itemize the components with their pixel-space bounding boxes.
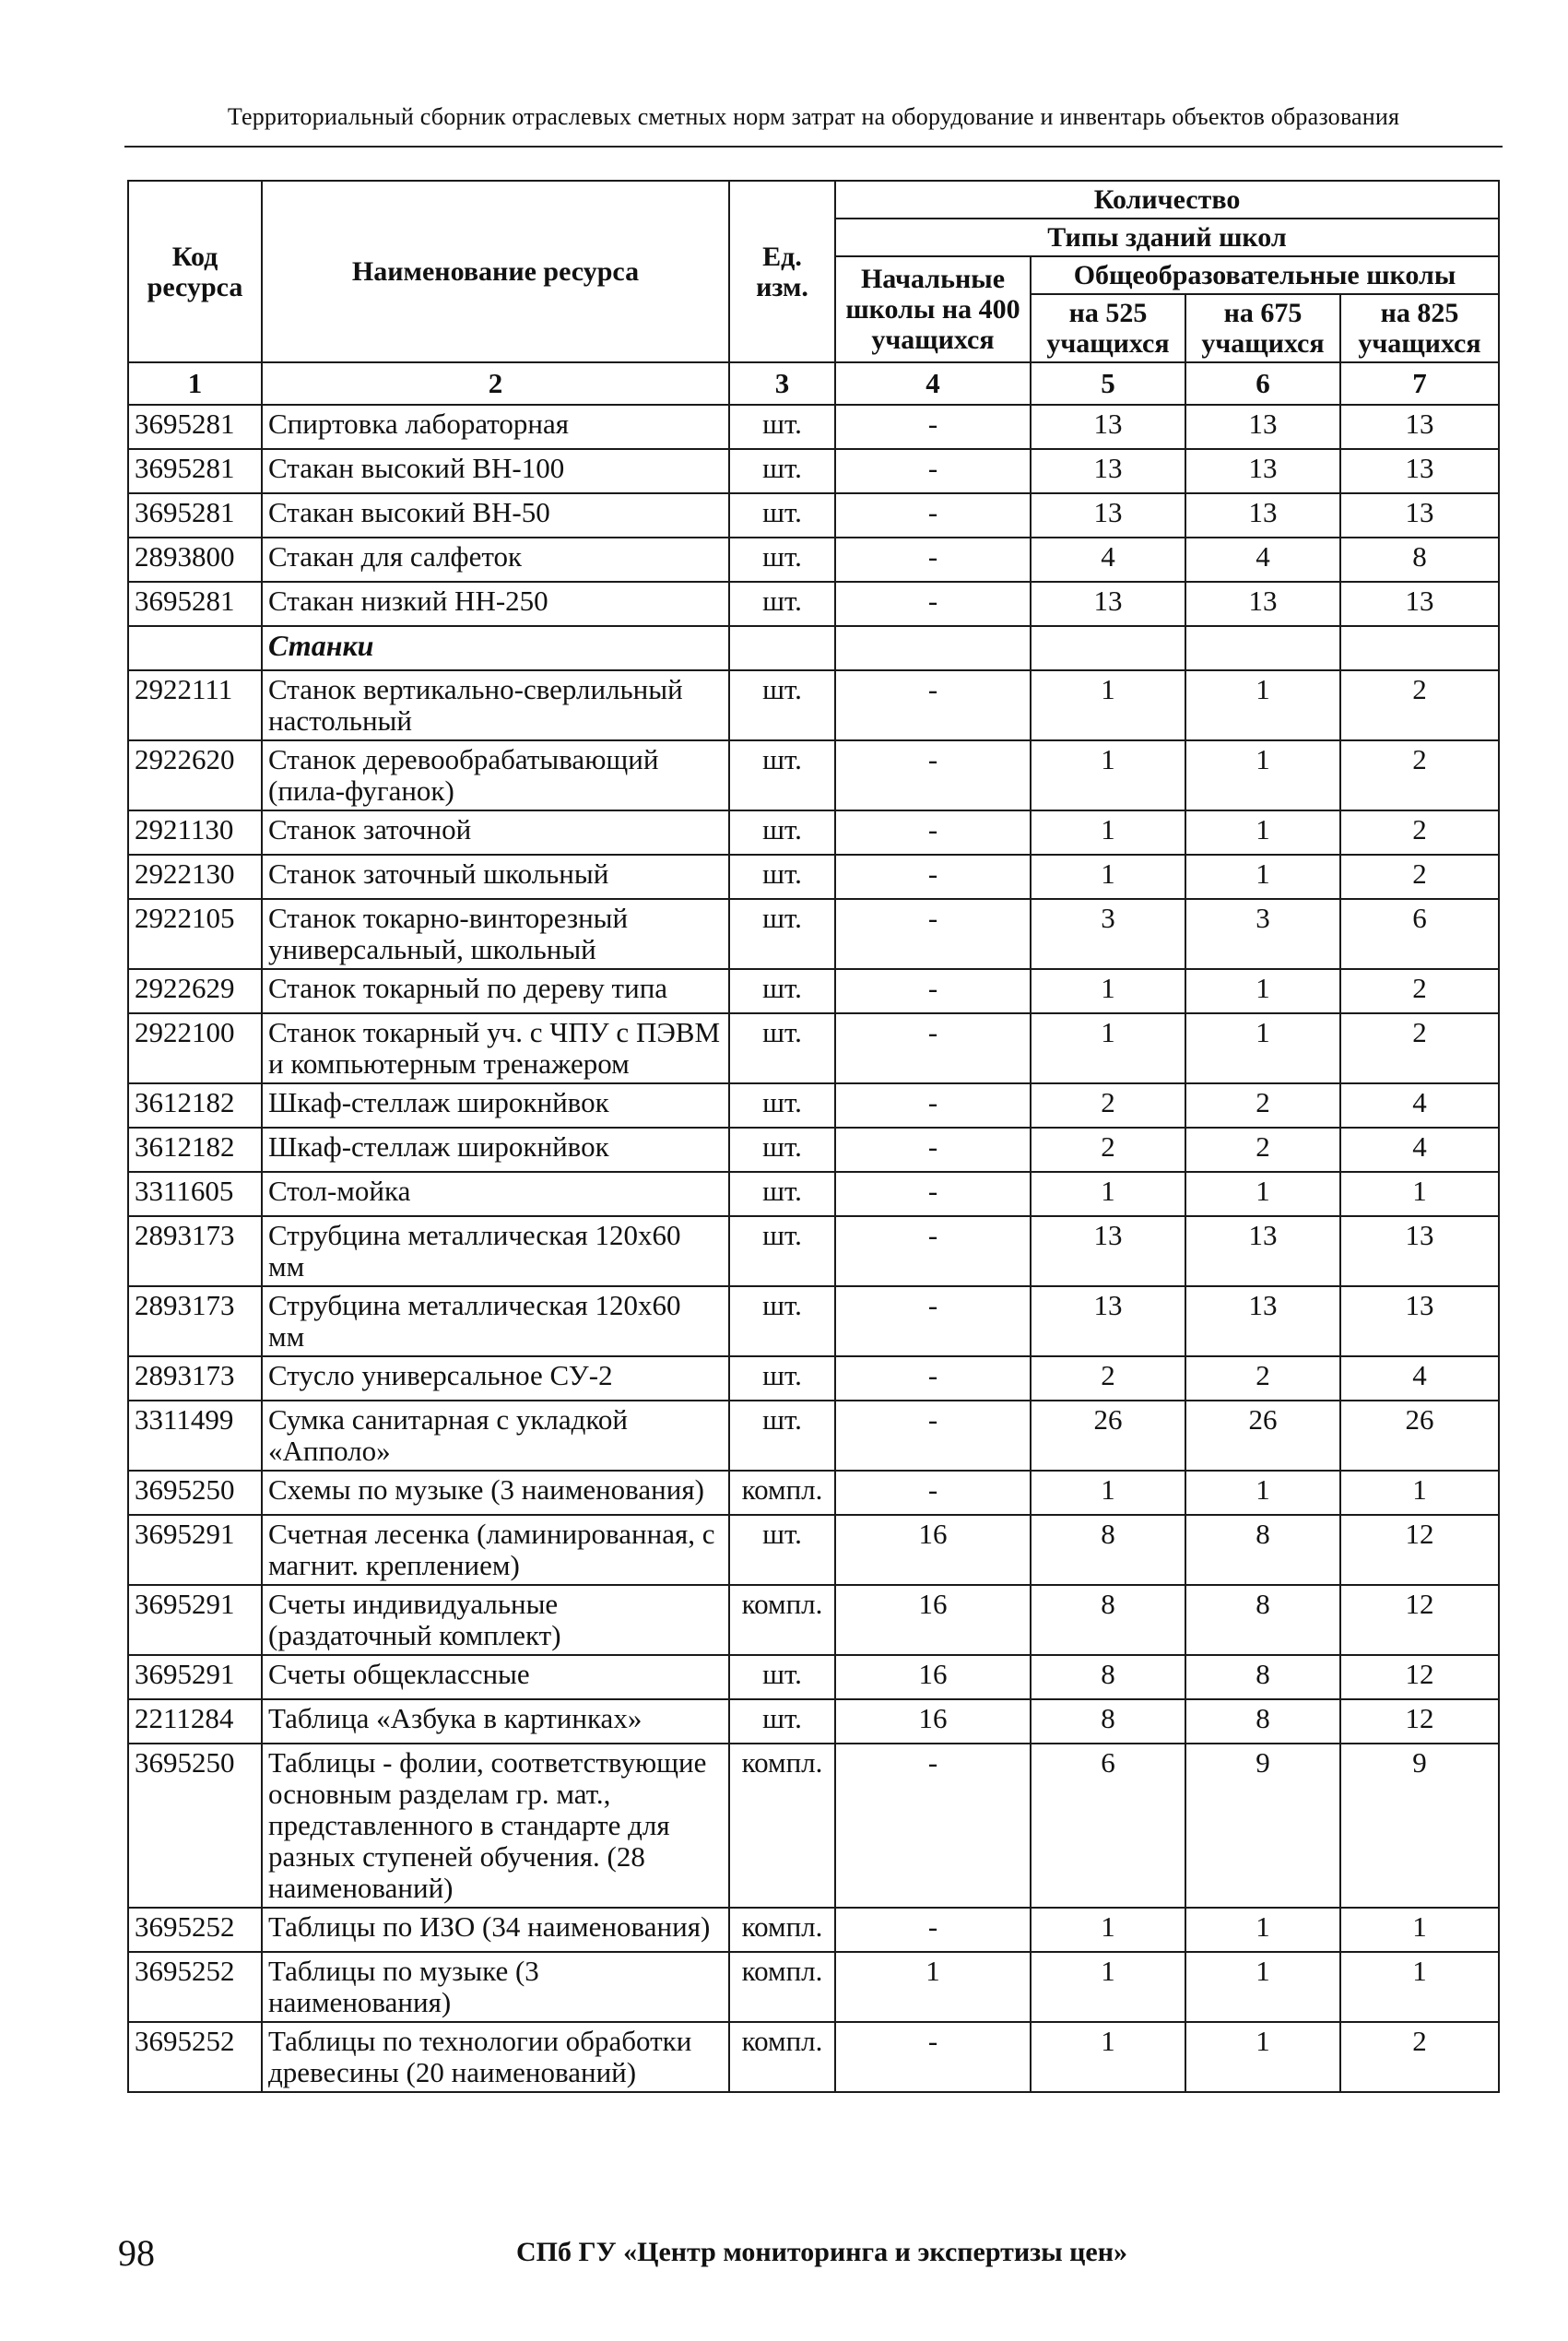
resource-name: Струбцина металлическая 120х60 мм [262, 1216, 729, 1286]
table-row [128, 1013, 1499, 1083]
resource-name: Станок вертикально-сверлильный настольный [262, 670, 729, 740]
qty-primary-400: 1 [835, 1952, 1031, 2022]
qty-general-825: 2 [1340, 1013, 1499, 1083]
resource-name: Шкаф-стеллаж широкнйвок [262, 1083, 729, 1128]
qty-primary-400: 16 [835, 1585, 1031, 1655]
unit-of-measure: шт. [729, 855, 835, 899]
resource-code: 3695281 [128, 449, 262, 493]
unit-of-measure: шт. [729, 1401, 835, 1471]
table-body [128, 362, 1499, 2092]
table-row [128, 1172, 1499, 1216]
qty-general-675: 3 [1185, 899, 1340, 969]
unit-of-measure: шт. [729, 582, 835, 626]
qty-primary-400: - [835, 1013, 1031, 1083]
table-row [128, 1699, 1499, 1744]
resource-code: 3695291 [128, 1585, 262, 1655]
unit-of-measure: шт. [729, 899, 835, 969]
resource-name: Шкаф-стеллаж широкнйвок [262, 1128, 729, 1172]
header-divider [124, 146, 1503, 148]
qty-primary-400: - [835, 969, 1031, 1013]
table-row [128, 1952, 1499, 2022]
qty-general-825: 26 [1340, 1401, 1499, 1471]
resource-name: Станок токарный уч. с ЧПУ с ПЭВМ и компьютерным тренажером [262, 1013, 729, 1083]
unit-of-measure: шт. [729, 969, 835, 1013]
unit-of-measure: шт. [729, 1083, 835, 1128]
table-row [128, 493, 1499, 538]
resource-code: 2893173 [128, 1216, 262, 1286]
qty-general-825: 1 [1340, 1471, 1499, 1515]
unit-of-measure: шт. [729, 1216, 835, 1286]
header-825: на 825 учащихся [1340, 294, 1499, 362]
qty-general-675: 13 [1185, 405, 1340, 449]
table-row [128, 2022, 1499, 2092]
qty-primary-400: - [835, 855, 1031, 899]
unit-of-measure: шт. [729, 1655, 835, 1699]
qty-general-825: 4 [1340, 1356, 1499, 1401]
table-row [128, 670, 1499, 740]
qty-general-825: 2 [1340, 855, 1499, 899]
qty-general-675: 13 [1185, 582, 1340, 626]
qty-general-675: 1 [1185, 1471, 1340, 1515]
table-row [128, 1356, 1499, 1401]
qty-general-825: 13 [1340, 449, 1499, 493]
header-code: Код ресурса [128, 181, 262, 362]
qty-general-825: 13 [1340, 1216, 1499, 1286]
qty-general-675: 2 [1185, 1083, 1340, 1128]
unit-of-measure: шт. [729, 1515, 835, 1585]
resource-code: 2922105 [128, 899, 262, 969]
qty-primary-400: - [835, 1128, 1031, 1172]
resource-code: 3612182 [128, 1128, 262, 1172]
resource-code: 2922111 [128, 670, 262, 740]
empty-cell [729, 626, 835, 670]
qty-general-675: 26 [1185, 1401, 1340, 1471]
header-name: Наименование ресурса [262, 181, 729, 362]
resource-code: 2922100 [128, 1013, 262, 1083]
table-row [128, 1216, 1499, 1286]
qty-primary-400: - [835, 1216, 1031, 1286]
resource-code: 2893173 [128, 1286, 262, 1356]
table-row [128, 1515, 1499, 1585]
resource-table-container [127, 180, 1500, 2093]
resource-table [127, 180, 1500, 2093]
qty-general-525: 1 [1031, 1172, 1185, 1216]
unit-of-measure: шт. [729, 538, 835, 582]
unit-of-measure: шт. [729, 1699, 835, 1744]
table-row [128, 1471, 1499, 1515]
qty-primary-400: - [835, 670, 1031, 740]
resource-name: Таблицы по музыке (3 наименования) [262, 1952, 729, 2022]
qty-general-525: 2 [1031, 1128, 1185, 1172]
table-section-row [128, 626, 1499, 670]
empty-cell [1185, 626, 1340, 670]
unit-of-measure: шт. [729, 1356, 835, 1401]
column-number: 1 [128, 362, 262, 405]
qty-general-525: 1 [1031, 1013, 1185, 1083]
page-footer-organization: СПб ГУ «Центр мониторинга и экспертизы цен» [516, 2237, 1128, 2267]
qty-general-825: 9 [1340, 1744, 1499, 1908]
resource-code: 3695252 [128, 1908, 262, 1952]
qty-general-825: 2 [1340, 670, 1499, 740]
qty-general-675: 1 [1185, 1952, 1340, 2022]
table-row [128, 1908, 1499, 1952]
unit-of-measure: шт. [729, 740, 835, 810]
qty-general-525: 1 [1031, 1952, 1185, 2022]
qty-general-825: 12 [1340, 1515, 1499, 1585]
resource-name: Стол-мойка [262, 1172, 729, 1216]
resource-name: Стакан для салфеток [262, 538, 729, 582]
table-row [128, 969, 1499, 1013]
resource-code: 3695281 [128, 582, 262, 626]
qty-general-825: 13 [1340, 405, 1499, 449]
resource-name: Таблицы по ИЗО (34 наименования) [262, 1908, 729, 1952]
qty-general-825: 2 [1340, 969, 1499, 1013]
unit-of-measure: компл. [729, 1471, 835, 1515]
qty-general-525: 4 [1031, 538, 1185, 582]
unit-of-measure: шт. [729, 449, 835, 493]
qty-general-675: 1 [1185, 2022, 1340, 2092]
qty-general-825: 12 [1340, 1655, 1499, 1699]
qty-general-675: 2 [1185, 1128, 1340, 1172]
unit-of-measure: шт. [729, 1172, 835, 1216]
table-row [128, 1655, 1499, 1699]
resource-code: 2922620 [128, 740, 262, 810]
unit-of-measure: шт. [729, 810, 835, 855]
column-number: 2 [262, 362, 729, 405]
qty-general-525: 13 [1031, 405, 1185, 449]
resource-code: 3311499 [128, 1401, 262, 1471]
qty-primary-400: - [835, 1286, 1031, 1356]
qty-general-525: 8 [1031, 1585, 1185, 1655]
column-number: 6 [1185, 362, 1340, 405]
qty-general-525: 3 [1031, 899, 1185, 969]
resource-code: 3695281 [128, 405, 262, 449]
qty-general-825: 6 [1340, 899, 1499, 969]
qty-general-825: 13 [1340, 1286, 1499, 1356]
qty-primary-400: - [835, 1172, 1031, 1216]
unit-of-measure: компл. [729, 1585, 835, 1655]
qty-general-675: 4 [1185, 538, 1340, 582]
page-header: Территориальный сборник отраслевых сметных норм затрат на оборудование и инвентарь объектов образования [227, 103, 1400, 130]
header-primary-schools: Начальные школы на 400 учащихся [835, 256, 1031, 362]
unit-of-measure: шт. [729, 1013, 835, 1083]
qty-general-525: 8 [1031, 1655, 1185, 1699]
empty-cell [128, 626, 262, 670]
resource-name: Таблицы - фолии, соответствующие основным разделам гр. мат., представленного в стандарте для разных ступеней обучения. (28 наименований) [262, 1744, 729, 1908]
empty-cell [1031, 626, 1185, 670]
page-number: 98 [118, 2232, 155, 2274]
qty-primary-400: - [835, 899, 1031, 969]
qty-general-675: 13 [1185, 1216, 1340, 1286]
qty-primary-400: - [835, 405, 1031, 449]
qty-general-675: 8 [1185, 1699, 1340, 1744]
resource-name: Стакан высокий ВН-50 [262, 493, 729, 538]
qty-general-525: 13 [1031, 493, 1185, 538]
resource-code: 3695291 [128, 1515, 262, 1585]
resource-name: Таблица «Азбука в картинках» [262, 1699, 729, 1744]
resource-code: 3695250 [128, 1744, 262, 1908]
qty-general-675: 8 [1185, 1585, 1340, 1655]
resource-code: 3695252 [128, 1952, 262, 2022]
column-number: 3 [729, 362, 835, 405]
qty-general-525: 13 [1031, 1286, 1185, 1356]
qty-primary-400: - [835, 1744, 1031, 1908]
qty-general-525: 1 [1031, 1908, 1185, 1952]
qty-general-525: 13 [1031, 582, 1185, 626]
table-row [128, 855, 1499, 899]
qty-general-825: 1 [1340, 1952, 1499, 2022]
unit-of-measure: шт. [729, 1128, 835, 1172]
unit-of-measure: компл. [729, 1744, 835, 1908]
qty-general-525: 1 [1031, 810, 1185, 855]
qty-primary-400: - [835, 2022, 1031, 2092]
resource-name: Счеты индивидуальные (раздаточный комплект) [262, 1585, 729, 1655]
resource-name: Таблицы по технологии обработки древесины (20 наименований) [262, 2022, 729, 2092]
table-row [128, 1128, 1499, 1172]
qty-general-675: 1 [1185, 969, 1340, 1013]
resource-code: 3695252 [128, 2022, 262, 2092]
resource-name: Счетная лесенка (ламинированная, с магнит. креплением) [262, 1515, 729, 1585]
qty-primary-400: - [835, 1083, 1031, 1128]
qty-general-525: 2 [1031, 1356, 1185, 1401]
resource-name: Станок заточной [262, 810, 729, 855]
section-title: Станки [262, 626, 729, 670]
empty-cell [835, 626, 1031, 670]
qty-general-525: 8 [1031, 1515, 1185, 1585]
qty-general-525: 1 [1031, 855, 1185, 899]
unit-of-measure: компл. [729, 2022, 835, 2092]
resource-name: Стусло универсальное СУ-2 [262, 1356, 729, 1401]
qty-general-525: 8 [1031, 1699, 1185, 1744]
column-numbers-row [128, 362, 1499, 405]
resource-name: Станок токарный по дереву типа [262, 969, 729, 1013]
resource-name: Стакан высокий ВН-100 [262, 449, 729, 493]
header-675: на 675 учащихся [1185, 294, 1340, 362]
qty-primary-400: 16 [835, 1699, 1031, 1744]
column-number: 5 [1031, 362, 1185, 405]
qty-primary-400: - [835, 1356, 1031, 1401]
qty-general-825: 13 [1340, 493, 1499, 538]
qty-general-675: 13 [1185, 449, 1340, 493]
qty-general-825: 2 [1340, 810, 1499, 855]
table-row [128, 1401, 1499, 1471]
resource-code: 2921130 [128, 810, 262, 855]
table-row [128, 740, 1499, 810]
unit-of-measure: шт. [729, 1286, 835, 1356]
resource-code: 2211284 [128, 1699, 262, 1744]
qty-general-675: 13 [1185, 493, 1340, 538]
table-row [128, 810, 1499, 855]
qty-general-525: 2 [1031, 1083, 1185, 1128]
qty-primary-400: - [835, 538, 1031, 582]
qty-general-525: 1 [1031, 969, 1185, 1013]
resource-code: 3612182 [128, 1083, 262, 1128]
qty-general-525: 1 [1031, 670, 1185, 740]
qty-general-675: 1 [1185, 740, 1340, 810]
resource-code: 2922629 [128, 969, 262, 1013]
table-row [128, 1585, 1499, 1655]
resource-name: Струбцина металлическая 120х60 мм [262, 1286, 729, 1356]
qty-primary-400: - [835, 1908, 1031, 1952]
qty-general-675: 2 [1185, 1356, 1340, 1401]
qty-primary-400: - [835, 449, 1031, 493]
table-row [128, 1744, 1499, 1908]
table-row [128, 899, 1499, 969]
resource-code: 2893173 [128, 1356, 262, 1401]
qty-general-825: 1 [1340, 1172, 1499, 1216]
header-building-types: Типы зданий школ [835, 219, 1499, 256]
qty-primary-400: - [835, 740, 1031, 810]
qty-general-675: 1 [1185, 1013, 1340, 1083]
resource-code: 3695281 [128, 493, 262, 538]
qty-general-525: 6 [1031, 1744, 1185, 1908]
qty-primary-400: 16 [835, 1515, 1031, 1585]
qty-primary-400: 16 [835, 1655, 1031, 1699]
qty-general-675: 13 [1185, 1286, 1340, 1356]
qty-general-825: 1 [1340, 1908, 1499, 1952]
qty-general-825: 4 [1340, 1128, 1499, 1172]
qty-general-525: 1 [1031, 2022, 1185, 2092]
resource-name: Стакан низкий НН-250 [262, 582, 729, 626]
qty-general-675: 8 [1185, 1655, 1340, 1699]
qty-general-675: 1 [1185, 670, 1340, 740]
qty-general-675: 1 [1185, 1172, 1340, 1216]
resource-code: 3695291 [128, 1655, 262, 1699]
column-number: 4 [835, 362, 1031, 405]
unit-of-measure: шт. [729, 670, 835, 740]
column-number: 7 [1340, 362, 1499, 405]
qty-general-525: 1 [1031, 740, 1185, 810]
qty-general-525: 1 [1031, 1471, 1185, 1515]
resource-code: 2922130 [128, 855, 262, 899]
qty-general-675: 8 [1185, 1515, 1340, 1585]
resource-name: Счеты общеклассные [262, 1655, 729, 1699]
qty-general-525: 13 [1031, 1216, 1185, 1286]
header-unit: Ед. изм. [729, 181, 835, 362]
qty-general-675: 9 [1185, 1744, 1340, 1908]
qty-general-675: 1 [1185, 810, 1340, 855]
table-header [128, 181, 1499, 362]
qty-general-825: 13 [1340, 582, 1499, 626]
qty-primary-400: - [835, 582, 1031, 626]
resource-code: 3311605 [128, 1172, 262, 1216]
resource-name: Сумка санитарная с укладкой «Апполо» [262, 1401, 729, 1471]
header-quantity: Количество [835, 181, 1499, 219]
unit-of-measure: компл. [729, 1908, 835, 1952]
resource-name: Станок токарно-винторезный универсальный, школьный [262, 899, 729, 969]
unit-of-measure: шт. [729, 405, 835, 449]
qty-primary-400: - [835, 810, 1031, 855]
qty-primary-400: - [835, 1401, 1031, 1471]
qty-general-825: 12 [1340, 1699, 1499, 1744]
qty-general-675: 1 [1185, 855, 1340, 899]
qty-general-825: 12 [1340, 1585, 1499, 1655]
resource-name: Станок деревообрабатывающий (пила-фуганок) [262, 740, 729, 810]
empty-cell [1340, 626, 1499, 670]
resource-name: Спиртовка лабораторная [262, 405, 729, 449]
unit-of-measure: компл. [729, 1952, 835, 2022]
table-row [128, 1286, 1499, 1356]
resource-name: Схемы по музыке (3 наименования) [262, 1471, 729, 1515]
unit-of-measure: шт. [729, 493, 835, 538]
table-row [128, 1083, 1499, 1128]
resource-code: 2893800 [128, 538, 262, 582]
table-row [128, 538, 1499, 582]
qty-general-525: 26 [1031, 1401, 1185, 1471]
header-general-schools: Общеобразовательные школы [1031, 256, 1499, 294]
qty-general-825: 4 [1340, 1083, 1499, 1128]
table-row [128, 449, 1499, 493]
qty-general-675: 1 [1185, 1908, 1340, 1952]
qty-general-525: 13 [1031, 449, 1185, 493]
header-525: на 525 учащихся [1031, 294, 1185, 362]
resource-name: Станок заточный школьный [262, 855, 729, 899]
qty-primary-400: - [835, 1471, 1031, 1515]
qty-primary-400: - [835, 493, 1031, 538]
qty-general-825: 2 [1340, 2022, 1499, 2092]
resource-code: 3695250 [128, 1471, 262, 1515]
qty-general-825: 8 [1340, 538, 1499, 582]
qty-general-825: 2 [1340, 740, 1499, 810]
table-row [128, 405, 1499, 449]
table-row [128, 582, 1499, 626]
